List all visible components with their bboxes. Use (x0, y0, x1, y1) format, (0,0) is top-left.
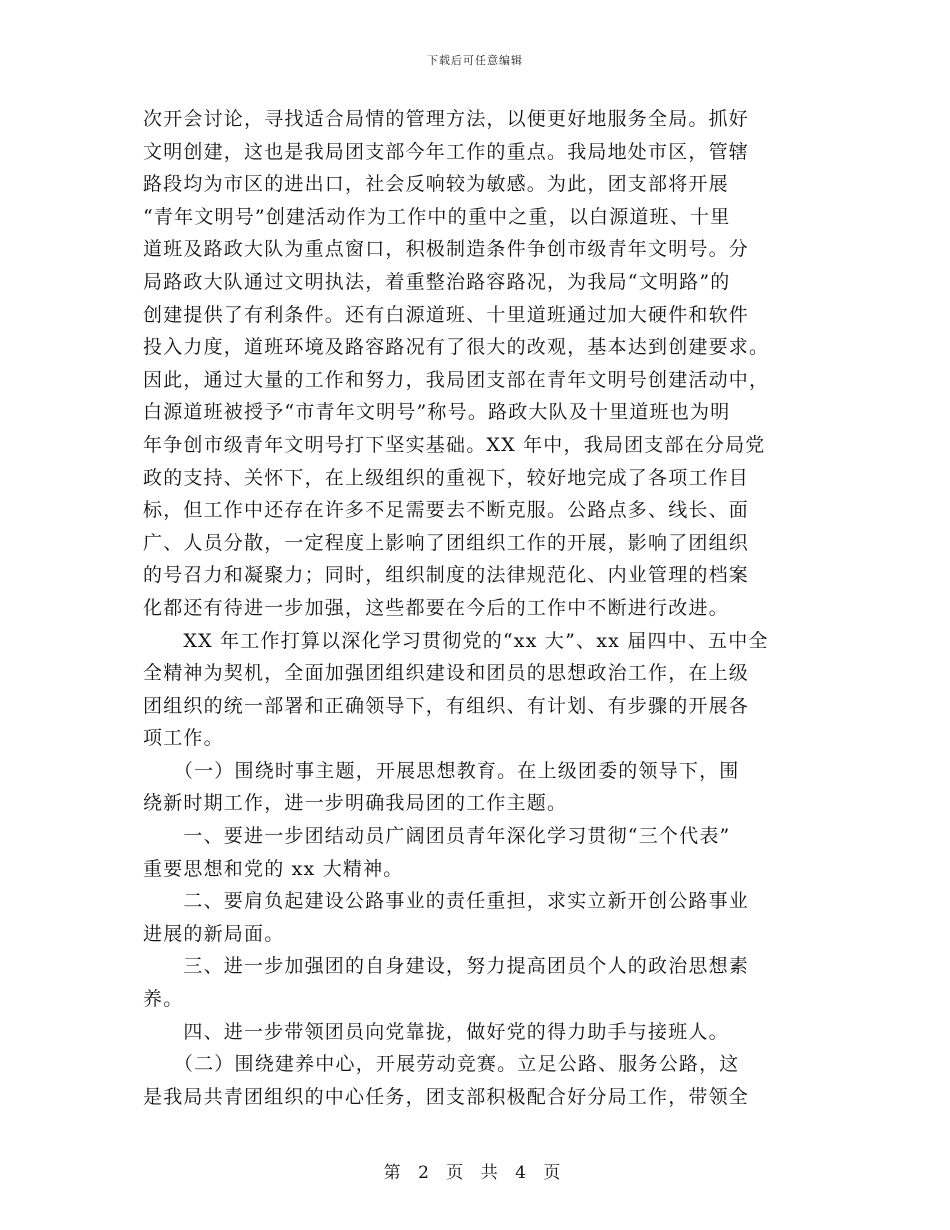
text-line: 因此，通过大量的工作和努力，我局团支部在青年文明号创建活动中， (143, 368, 770, 391)
text-line: 绕新时期工作，进一步明确我局团的工作主题。 (143, 792, 568, 815)
text-line: 年争创市级青年文明号打下坚实基础。XX 年中，我局团支部在分局党 (143, 433, 766, 456)
text-line: （一）围绕时事主题，开展思想教育。在上级团委的领导下，围 (143, 759, 740, 782)
text-line: 是我局共青团组织的中心任务，团支部积极配合好分局工作，带领全 (143, 1085, 750, 1108)
text-line: XX 年工作打算以深化学习贯彻党的“xx 大”、xx 届四中、五中全 (143, 629, 769, 652)
text-line: 广、人员分散，一定程度上影响了团组织工作的开展，影响了团组织 (143, 531, 750, 554)
paragraph (143, 103, 807, 625)
paragraph (143, 950, 807, 1015)
text-line: 标，但工作中还存在许多不足需要去不断克服。公路点多、线长、面 (143, 499, 750, 522)
text-line: （二）围绕建养中心，开展劳动竞赛。立足公路、服务公路，这 (143, 1053, 740, 1076)
paragraph (143, 1048, 807, 1113)
text-line: 项工作。 (143, 727, 224, 750)
text-line: 团组织的统一部署和正确领导下，有组织、有计划、有步骤的开展各 (143, 694, 750, 717)
text-line: 进展的新局面。 (143, 922, 285, 945)
text-line: 二、要肩负起建设公路事业的责任重担，求实立新开创公路事业 (143, 890, 750, 913)
text-line: 三、进一步加强团的自身建设，努力提高团员个人的政治思想素 (143, 955, 750, 978)
text-line: 化都还有待进一步加强，这些都要在今后的工作中不断进行改进。 (143, 596, 729, 619)
page-header: 下载后可任意编辑 (427, 54, 523, 67)
text-line: 的号召力和凝聚力；同时，组织制度的法律规范化、内业管理的档案 (143, 564, 750, 587)
paragraph (143, 1016, 807, 1049)
document-body (143, 103, 807, 1113)
text-line: 创建提供了有利条件。还有白源道班、十里道班通过加大硬件和软件 (143, 303, 750, 326)
text-line: 文明创建，这也是我局团支部今年工作的重点。我局地处市区，管辖 (143, 140, 750, 163)
paragraph (143, 625, 807, 755)
text-line: 投入力度，道班环境及路容路况有了很大的改观，基本达到创建要求。 (143, 336, 770, 359)
text-line: “青年文明号”创建活动作为工作中的重中之重，以白源道班、十里 (143, 205, 731, 228)
text-line: 道班及路政大队为重点窗口，积极制造条件争创市级青年文明号。分 (143, 238, 750, 261)
text-line: 局路政大队通过文明执法，着重整治路容路况，为我局“文明路”的 (143, 270, 731, 293)
paragraph (143, 820, 807, 885)
page-footer: 第 2 页 共 4 页 (383, 1163, 567, 1183)
text-line: 重要思想和党的 xx 大精神。 (143, 857, 404, 880)
text-line: 路段均为市区的进出口，社会反响较为敏感。为此，团支部将开展 (143, 173, 729, 196)
text-line: 养。 (143, 988, 184, 1011)
text-line: 政的支持、关怀下，在上级组织的重视下，较好地完成了各项工作目 (143, 466, 750, 489)
text-line: 一、要进一步团结动员广阔团员青年深化学习贯彻“三个代表” (143, 825, 731, 848)
text-line: 全精神为契机，全面加强团组织建设和团员的思想政治工作，在上级 (143, 662, 750, 685)
text-line: 白源道班被授予“市青年文明号”称号。路政大队及十里道班也为明 (143, 401, 731, 424)
text-line: 四、进一步带领团员向党靠拢，做好党的得力助手与接班人。 (143, 1020, 729, 1043)
text-line: 次开会讨论，寻找适合局情的管理方法，以便更好地服务全局。抓好 (143, 108, 750, 130)
paragraph (143, 885, 807, 950)
paragraph (143, 755, 807, 820)
